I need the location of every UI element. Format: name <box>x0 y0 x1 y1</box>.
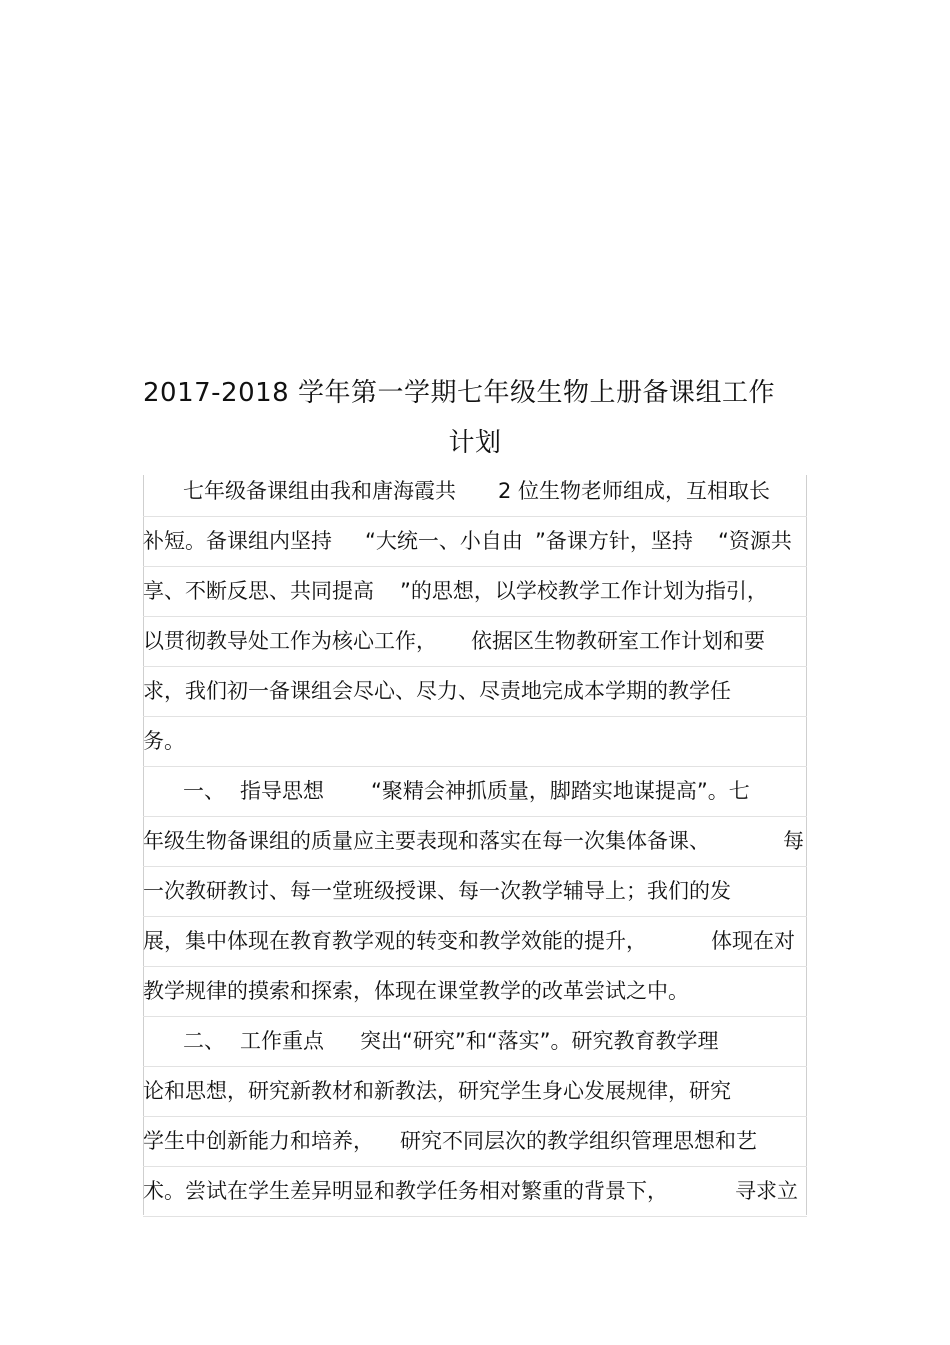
line-separator <box>143 866 807 867</box>
line-separator <box>143 716 807 717</box>
body-text-segment: 二、 <box>183 1029 225 1053</box>
line-separator <box>143 616 807 617</box>
body-text-line <box>143 776 807 806</box>
body-text-line <box>143 976 807 1006</box>
body-text-segment: 工作重点 <box>240 1029 324 1053</box>
line-separator <box>143 916 807 917</box>
body-text-segment: 研究不同层次的教学组织管理思想和艺 <box>400 1129 757 1153</box>
line-separator <box>143 1066 807 1067</box>
body-text-line <box>143 876 807 906</box>
body-text-segment: ”的思想，以学校教学工作计划为指引， <box>400 579 768 603</box>
body-text-line <box>143 726 807 756</box>
line-separator <box>143 1116 807 1117</box>
line-separator <box>143 516 807 517</box>
body-text-line <box>143 1026 807 1056</box>
body-text-segment: 每 <box>783 829 804 853</box>
body-text-line <box>143 826 807 856</box>
line-separator <box>143 1166 807 1167</box>
body-text-segment: 年级生物备课组的质量应主要表现和落实在每一次集体备课、 <box>143 829 710 853</box>
line-separator <box>143 966 807 967</box>
body-text-segment: 依据区生物教研室工作计划和要 <box>471 629 765 653</box>
body-text-line <box>143 926 807 956</box>
document-title-continued: 计划 <box>448 428 502 458</box>
body-text-line <box>143 676 807 706</box>
body-text-segment: 教学规律的摸索和探索，体现在课堂教学的改革尝试之中。 <box>143 979 689 1003</box>
body-text-segment: “资源共 <box>718 529 792 553</box>
body-text-segment: “聚精会神抓质量，脚踏实地谋提高”。七 <box>371 779 750 803</box>
body-text-segment: 论和思想，研究新教材和新教法，研究学生身心发展规律，研究 <box>143 1079 731 1103</box>
body-text-line <box>143 1176 807 1206</box>
body-text-segment: 体现在对 <box>711 929 795 953</box>
body-text-line <box>143 576 807 606</box>
body-text-segment: 一次教研教讨、每一堂班级授课、每一次教学辅导上；我们的发 <box>143 879 731 903</box>
body-text-segment: 寻求立 <box>735 1179 798 1203</box>
body-text-segment: 突出“研究”和“落实”。研究教育教学理 <box>360 1029 719 1053</box>
line-separator <box>143 566 807 567</box>
line-separator <box>143 766 807 767</box>
line-separator <box>143 816 807 817</box>
body-text-segment: 术。尝试在学生差异明显和教学任务相对繁重的背景下， <box>143 1179 668 1203</box>
line-separator <box>143 1216 807 1217</box>
body-text-segment: 2 位生物老师组成，互相取长 <box>498 479 771 503</box>
body-text-segment: 以贯彻教导处工作为核心工作， <box>143 629 437 653</box>
line-separator <box>143 1016 807 1017</box>
body-text-line <box>143 526 807 556</box>
body-text-segment: 指导思想 <box>240 779 324 803</box>
body-text-segment: 七年级备课组由我和唐海霞共 <box>183 479 456 503</box>
body-text-segment: 补短。备课组内坚持 <box>143 529 332 553</box>
line-separator <box>143 666 807 667</box>
body-text-segment: 求，我们初一备课组会尽心、尽力、尽责地完成本学期的教学任 <box>143 679 731 703</box>
document-body <box>143 0 807 1345</box>
body-text-segment: ”备课方针，坚持 <box>535 529 693 553</box>
body-text-segment: 享、不断反思、共同提高 <box>143 579 374 603</box>
body-text-segment: 展，集中体现在教育教学观的转变和教学效能的提升， <box>143 929 647 953</box>
body-text-segment: “大统一、小自由 <box>365 529 523 553</box>
body-text-line <box>143 1126 807 1156</box>
body-text-segment: 一、 <box>183 779 225 803</box>
document-title: 2017-2018 学年第一学期七年级生物上册备课组工作 <box>143 378 775 408</box>
body-text-line <box>143 1076 807 1106</box>
body-text-segment: 务。 <box>143 729 185 753</box>
body-text-line <box>143 626 807 656</box>
body-text-line <box>143 476 807 506</box>
body-text-segment: 学生中创新能力和培养， <box>143 1129 374 1153</box>
